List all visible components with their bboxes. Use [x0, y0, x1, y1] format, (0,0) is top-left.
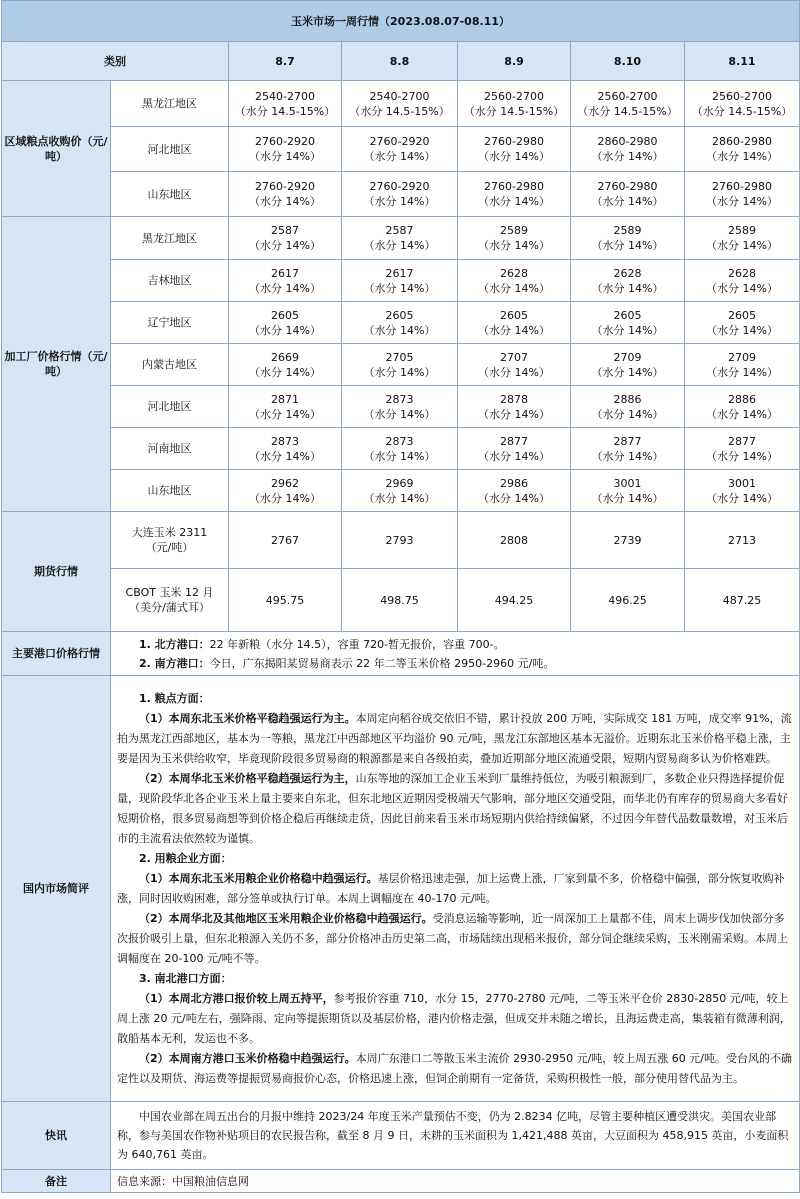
price-cell	[342, 470, 458, 512]
table-row	[2, 81, 800, 127]
ports-content	[111, 632, 800, 676]
date-header: 8.8	[342, 42, 458, 81]
price-value: 2628	[500, 266, 528, 280]
price-value: 2969	[385, 476, 414, 490]
price-value: 2886	[613, 392, 642, 406]
region-name: 河北地区	[111, 127, 229, 172]
category-label: 主要港口价格行情	[2, 632, 111, 676]
moisture-note: （水分 14.5-15%）	[349, 104, 450, 118]
price-cell	[571, 81, 685, 127]
price-value: 2860-2980	[597, 135, 658, 148]
table-row	[2, 428, 800, 470]
price-cell	[685, 172, 800, 217]
table-row	[2, 344, 800, 386]
table-row	[2, 632, 800, 676]
review-text: 本周广东港口二等散玉米主流价 2930-2950 元/吨，较上周五涨 60 元/吨。受台风的不确定性以及期货、海运费等提振贸易商报价心态，价格迅速上涨，但饲企前期有一定备货，采购积极性一般，部分使用替代品为主。	[117, 1051, 793, 1085]
review-text: 受消息运输等影响，近一周深加工上量都不佳，周末上调步伐加快部分多次报价吸引上量，但东北粮源入关仍不多，部分价格冲击历史第二高，市场陆续出现稻米报价，部分饲企继续采购，玉米刚需采购。本周上调幅度在 20-100 元/吨不等。	[117, 911, 788, 965]
news-content	[111, 1102, 800, 1170]
moisture-note: （水分 14%）	[478, 491, 550, 505]
price-value: 2962	[271, 476, 299, 490]
price-cell	[458, 386, 571, 428]
review-text: 基层价格迅速走强，加上运费上涨，厂家到量不多，价格稳中偏强，部分恢复收购补涨，同时因收购困难，部分签单或执行订单。本周上调幅度在 40-170 元/吨。	[117, 871, 785, 905]
price-cell	[571, 470, 685, 512]
moisture-note: （水分 14%）	[249, 195, 321, 208]
futures-price: 2793	[342, 512, 458, 569]
price-cell	[571, 260, 685, 302]
page-title: 玉米市场一周行情（2023.08.07-08.11）	[2, 1, 800, 42]
contract-name: 大连玉米 2311	[131, 526, 208, 539]
price-value: 2878	[500, 392, 528, 406]
moisture-note: （水分 14%）	[363, 407, 436, 421]
moisture-note: （水分 14%）	[591, 239, 664, 252]
price-value: 2705	[385, 350, 414, 364]
moisture-note: （水分 14%）	[706, 150, 778, 163]
price-cell	[685, 428, 800, 470]
price-cell	[342, 260, 458, 302]
price-value: 2760-2980	[597, 180, 658, 193]
price-cell	[229, 217, 342, 260]
futures-price: 495.75	[229, 569, 342, 632]
moisture-note: （水分 14%）	[249, 239, 321, 252]
moisture-note: （水分 14%）	[591, 491, 664, 505]
moisture-note: （水分 14%）	[706, 281, 778, 295]
moisture-note: （水分 14%）	[363, 281, 436, 295]
market-report-table	[1, 0, 800, 1193]
price-value: 2605	[385, 308, 414, 322]
moisture-note: （水分 14%）	[363, 195, 436, 208]
date-header: 8.7	[229, 42, 342, 81]
port-text: 22 年新粮（水分 14.5），容重 720-暂无报价，容重 700-。	[209, 637, 505, 651]
table-row	[2, 260, 800, 302]
table-row	[2, 127, 800, 172]
price-cell	[571, 302, 685, 344]
region-name: 河北地区	[111, 386, 229, 428]
table-row	[2, 1170, 800, 1193]
moisture-note: （水分 14%）	[591, 323, 664, 337]
price-cell	[458, 81, 571, 127]
price-value: 2877	[613, 434, 642, 448]
price-cell	[229, 470, 342, 512]
moisture-note: （水分 14%）	[478, 239, 550, 252]
moisture-note: （水分 14%）	[363, 150, 436, 163]
review-paragraph	[117, 909, 793, 969]
price-value: 2605	[500, 308, 528, 322]
price-value: 2707	[500, 350, 528, 364]
review-section-heading: 1. 粮点方面：	[139, 691, 210, 705]
price-cell	[342, 127, 458, 172]
price-value: 2540-2700	[255, 89, 315, 103]
moisture-note: （水分 14%）	[591, 407, 664, 421]
price-cell	[571, 344, 685, 386]
price-cell	[342, 302, 458, 344]
price-value: 2587	[385, 224, 414, 237]
moisture-note: （水分 14%）	[363, 365, 436, 379]
moisture-note: （水分 14%）	[478, 150, 550, 163]
category-label: 加工厂价格行情（元/吨）	[2, 217, 111, 512]
price-cell	[571, 172, 685, 217]
contract-unit: （美分/蒲式耳）	[129, 601, 210, 614]
moisture-note: （水分 14%）	[249, 150, 321, 163]
price-value: 2589	[613, 224, 642, 237]
review-paragraph	[117, 1049, 793, 1089]
price-value: 2589	[500, 224, 528, 237]
moisture-note: （水分 14%）	[478, 365, 550, 379]
review-text: 山东等地的深加工企业玉米到厂量维持低位，为吸引粮源到厂，多数企业只得选择提价促量，现阶段华北各企业玉米上量主要来自东北，但东北地区近期因受极端天气影响，部分地区交通受阻，而华北仍有库存的贸易商大多看好短期价格，很多贸易商想等到价格企稳后再继续走货，因此目前来看玉米市场短期内供给持续偏紧，不过因今年替代品数量数增，对玉米后市的主流看法依然较为谨慎。	[117, 771, 788, 845]
price-value: 3001	[613, 476, 642, 490]
price-value: 2605	[728, 308, 756, 322]
price-value: 2871	[271, 392, 299, 406]
table-row	[2, 1102, 800, 1170]
moisture-note: （水分 14%）	[478, 323, 550, 337]
price-cell	[229, 386, 342, 428]
port-name: 1. 北方港口：	[139, 637, 210, 651]
review-lead: （2）本周华北及其他地区玉米用粮企业价格稳中趋强运行。	[139, 911, 433, 925]
price-cell	[571, 386, 685, 428]
price-value: 2873	[385, 434, 414, 448]
moisture-note: （水分 14%）	[363, 239, 436, 252]
price-cell	[458, 470, 571, 512]
price-value: 2709	[613, 350, 642, 364]
moisture-note: （水分 14%）	[249, 281, 321, 295]
table-row	[2, 569, 800, 632]
price-value: 2760-2920	[255, 135, 315, 148]
price-cell	[229, 260, 342, 302]
region-name: 河南地区	[111, 428, 229, 470]
price-value: 2760-2920	[255, 180, 315, 193]
moisture-note: （水分 14%）	[591, 281, 664, 295]
review-text: 参考报价容重 710，水分 15，2770-2780 元/吨，二等玉米平仓价 2830-2850 元/吨，较上周上涨 20 元/吨左右，强降雨、定向等提振期货以及基层价格，港内价格走强，但成交并未随之增长，且海运费走高，集装箱有微薄利润，散船基本无利，发运也不多。	[117, 991, 791, 1045]
price-value: 2669	[271, 350, 299, 364]
futures-price: 487.25	[685, 569, 800, 632]
table-row	[2, 172, 800, 217]
region-name: 黑龙江地区	[111, 217, 229, 260]
category-header: 类别	[2, 42, 229, 81]
region-name: 吉林地区	[111, 260, 229, 302]
table-row	[2, 676, 800, 1102]
moisture-note: （水分 14%）	[363, 449, 436, 463]
price-cell	[458, 302, 571, 344]
region-name: 山东地区	[111, 470, 229, 512]
price-cell	[685, 470, 800, 512]
moisture-note: （水分 14%）	[591, 449, 664, 463]
price-value: 2560-2700	[597, 89, 658, 103]
region-name: 山东地区	[111, 172, 229, 217]
price-cell	[571, 428, 685, 470]
port-text: 今日，广东揭阳某贸易商表示 22 年二等玉米价格 2950-2960 元/吨。	[209, 656, 555, 670]
price-cell	[571, 217, 685, 260]
price-cell	[458, 260, 571, 302]
moisture-note: （水分 14%）	[706, 491, 778, 505]
date-header: 8.11	[685, 42, 800, 81]
price-cell	[685, 127, 800, 172]
review-paragraph	[117, 769, 793, 849]
moisture-note: （水分 14%）	[249, 491, 321, 505]
moisture-note: （水分 14.5-15%）	[577, 104, 678, 118]
price-value: 2760-2920	[369, 180, 430, 193]
category-label: 区域粮点收购价（元/吨）	[2, 81, 111, 217]
price-value: 2760-2920	[369, 135, 430, 148]
moisture-note: （水分 14%）	[706, 365, 778, 379]
moisture-note: （水分 14%）	[363, 323, 436, 337]
review-lead: （1）本周东北玉米用粮企业价格稳中趋强运行。	[139, 871, 378, 885]
table-row	[2, 217, 800, 260]
moisture-note: （水分 14%）	[363, 491, 436, 505]
price-value: 3001	[728, 476, 756, 490]
moisture-note: （水分 14%）	[706, 195, 778, 208]
port-name: 2. 南方港口：	[139, 656, 210, 670]
moisture-note: （水分 14%）	[706, 449, 778, 463]
port-line	[117, 635, 793, 654]
price-value: 2860-2980	[712, 135, 772, 148]
price-cell	[229, 127, 342, 172]
futures-price: 2713	[685, 512, 800, 569]
futures-price: 494.25	[458, 569, 571, 632]
futures-price: 2739	[571, 512, 685, 569]
price-value: 2760-2980	[712, 180, 772, 193]
price-value: 2617	[385, 266, 414, 280]
price-cell	[685, 81, 800, 127]
moisture-note: （水分 14.5-15%）	[691, 104, 793, 118]
futures-price: 498.75	[342, 569, 458, 632]
price-value: 2873	[271, 434, 299, 448]
price-value: 2605	[613, 308, 642, 322]
table-row	[2, 512, 800, 569]
price-value: 2709	[728, 350, 756, 364]
price-cell	[342, 428, 458, 470]
moisture-note: （水分 14%）	[478, 407, 550, 421]
price-cell	[229, 344, 342, 386]
category-label: 国内市场简评	[2, 676, 111, 1102]
price-value: 2873	[385, 392, 414, 406]
price-cell	[685, 344, 800, 386]
category-label: 快讯	[2, 1102, 111, 1170]
review-paragraph	[117, 869, 793, 909]
review-lead: （1）本周北方港口报价较上周五持平，	[139, 991, 334, 1005]
moisture-note: （水分 14.5-15%）	[234, 104, 336, 118]
price-cell	[229, 172, 342, 217]
price-value: 2617	[271, 266, 299, 280]
price-value: 2760-2980	[484, 180, 544, 193]
price-cell	[342, 172, 458, 217]
review-lead: （2）本周南方港口玉米价格稳中趋强运行。	[139, 1051, 356, 1065]
price-value: 2560-2700	[484, 89, 544, 103]
date-header: 8.9	[458, 42, 571, 81]
price-cell	[458, 127, 571, 172]
price-cell	[229, 302, 342, 344]
price-cell	[685, 302, 800, 344]
price-cell	[342, 344, 458, 386]
futures-contract-name	[111, 512, 229, 569]
price-value: 2886	[728, 392, 756, 406]
moisture-note: （水分 14%）	[478, 281, 550, 295]
table-row	[2, 386, 800, 428]
moisture-note: （水分 14%）	[249, 365, 321, 379]
price-cell	[458, 172, 571, 217]
price-cell	[342, 81, 458, 127]
futures-contract-name	[111, 569, 229, 632]
review-paragraph	[117, 989, 793, 1049]
moisture-note: （水分 14%）	[249, 323, 321, 337]
price-value: 2587	[271, 224, 299, 237]
price-cell	[685, 386, 800, 428]
price-cell	[458, 344, 571, 386]
price-cell	[342, 217, 458, 260]
price-value: 2877	[728, 434, 756, 448]
moisture-note: （水分 14%）	[706, 323, 778, 337]
remark-content: 信息来源：中国粮油信息网	[111, 1170, 800, 1193]
moisture-note: （水分 14%）	[249, 449, 321, 463]
moisture-note: （水分 14%）	[249, 407, 321, 421]
table-row	[2, 302, 800, 344]
moisture-note: （水分 14%）	[478, 449, 550, 463]
review-section-heading: 2. 用粮企业方面：	[139, 851, 232, 865]
moisture-note: （水分 14.5-15%）	[463, 104, 565, 118]
price-value: 2540-2700	[369, 89, 430, 103]
price-cell	[229, 81, 342, 127]
moisture-note: （水分 14%）	[478, 195, 550, 208]
review-section-heading: 3. 南北港口方面：	[139, 971, 232, 985]
table-row	[2, 470, 800, 512]
review-paragraph	[117, 709, 793, 769]
port-line	[117, 654, 793, 673]
price-value: 2628	[613, 266, 642, 280]
moisture-note: （水分 14%）	[591, 195, 664, 208]
review-lead: （1）本周东北玉米价格平稳趋强运行为主。	[139, 711, 356, 725]
price-value: 2605	[271, 308, 299, 322]
price-value: 2560-2700	[712, 89, 772, 103]
moisture-note: （水分 14%）	[706, 239, 778, 252]
futures-price: 2808	[458, 512, 571, 569]
futures-price: 496.25	[571, 569, 685, 632]
review-lead: （2）本周华北玉米价格平稳趋强运行为主，	[139, 771, 356, 785]
price-cell	[229, 428, 342, 470]
futures-price: 2767	[229, 512, 342, 569]
price-value: 2877	[500, 434, 528, 448]
news-text: 中国农业部在周五出台的月报中维持 2023/24 年度玉米产量预估不变，仍为 2.8234 亿吨，尽管主要种植区遭受洪灾。美国农业部称，参与美国农作物补贴项目的农民报告称，截至 8 月 9 日，未耕的玉米面积为 1,421,488 英亩，大豆面积为 458,915 英亩，小麦面积为 640,761 英亩。	[117, 1110, 789, 1161]
region-name: 辽宁地区	[111, 302, 229, 344]
category-label: 备注	[2, 1170, 111, 1193]
category-label: 期货行情	[2, 512, 111, 632]
price-cell	[458, 217, 571, 260]
price-cell	[685, 217, 800, 260]
review-text: 本周定向稻谷成交依旧不错，累计投放 200 万吨，实际成交 181 万吨，成交率 91%，流拍为黑龙江西部地区，基本为一等粮，黑龙江中西部地区平均溢价 90 元/吨，黑龙江东部地区基本无溢价。近期东北玉米价格平稳上涨，主要是因为玉米供给收窄，毕竟现阶段很多贸易商的粮源都是来自各级拍卖，叠加近期部分地区流通受限，短期内贸易商多认为价格难跌。	[117, 711, 792, 765]
moisture-note: （水分 14%）	[591, 365, 664, 379]
moisture-note: （水分 14%）	[706, 407, 778, 421]
contract-name: CBOT 玉米 12 月	[125, 586, 214, 599]
date-header: 8.10	[571, 42, 685, 81]
region-name: 黑龙江地区	[111, 81, 229, 127]
region-name: 内蒙古地区	[111, 344, 229, 386]
price-cell	[685, 260, 800, 302]
price-cell	[571, 127, 685, 172]
price-value: 2986	[500, 476, 528, 490]
price-value: 2760-2980	[484, 135, 544, 148]
price-value: 2628	[728, 266, 756, 280]
moisture-note: （水分 14%）	[591, 150, 664, 163]
price-cell	[342, 386, 458, 428]
review-content	[111, 676, 800, 1102]
price-cell	[458, 428, 571, 470]
contract-unit: （元/吨）	[145, 541, 194, 554]
price-value: 2589	[728, 224, 756, 237]
